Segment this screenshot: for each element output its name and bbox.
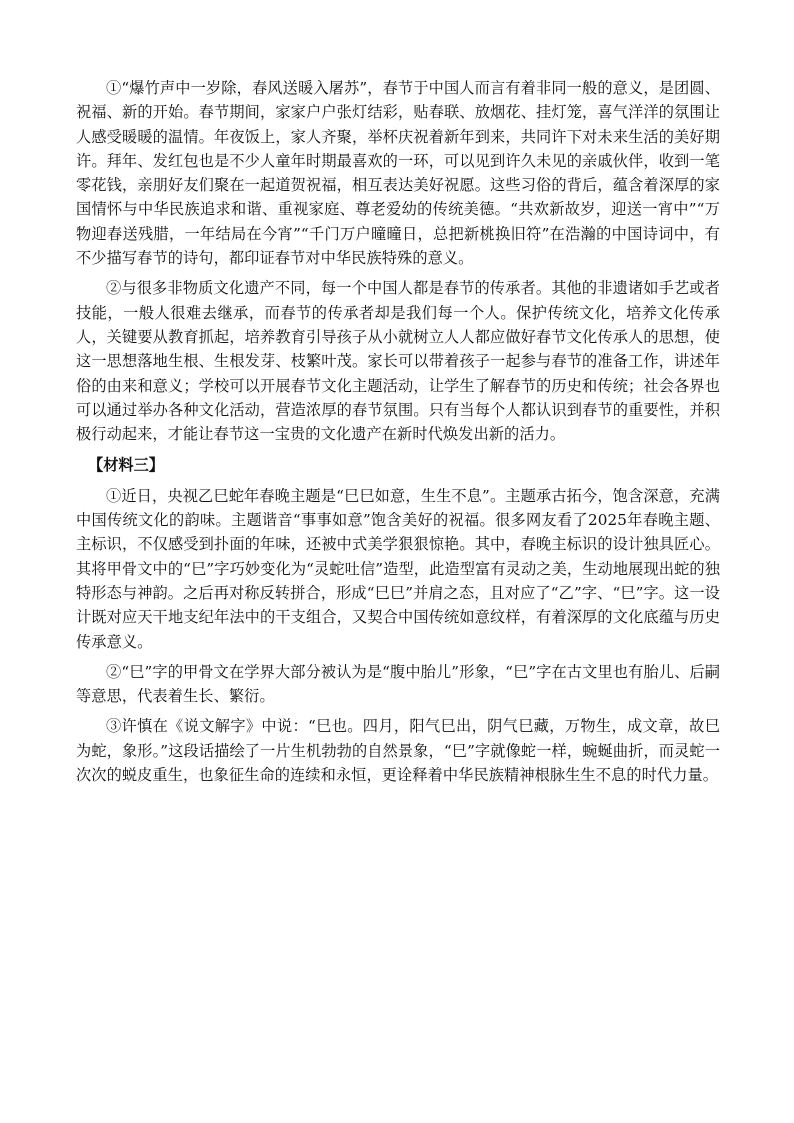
paragraph-1: ①“爆竹声中一岁除，春风送暖入屠苏”，春节于中国人而言有着非同一般的意义，是团圆、祝福、新的开始。春节期间，家家户户张灯结彩，贴春联、放烟花、挂灯笼，喜气洋洋的氛围让人感受暖暖的温情。年夜饭上，家人齐聚，举杯庆祝着新年到来，共同许下对未来生活的美好期许。拜年、发红包也是不少人童年时期最喜欢的一环，可以见到许久未见的亲戚伙伴，收到一笔零花钱，亲朋好友们聚在一起道贺祝福，相互表达美好祝愿。这些习俗的背后，蕴含着深厚的家国情怀与中华民族追求和谐、重视家庭、尊老爱幼的传统美德。“共欢新故岁，迎送一宵中”“万物迎春送残腊，一年结局在今宵”“千门万户曈曈日，总把新桃换旧符”在浩瀚的中国诗词中，有不少描写春节的诗句，都印证春节对中华民族特殊的意义。 — [76, 79, 720, 268]
material-3-paragraph-2: ②“巳”字的甲骨文在学界大部分被认为是“腹中胎儿”形象，“巳”字在古文里也有胎儿、后嗣等意思，代表着生长、繁衍。 — [76, 662, 720, 706]
material-3-paragraph-1: ①近日，央视乙巳蛇年春晚主题是“巳巳如意，生生不息”。主题承古拓今，饱含深意，充满中国传统文化的韵味。主题谐音“事事如意”饱含美好的祝福。很多网友看了2025年春晚主题、主标识，不仅感受到扑面的年味，还被中式美学狠狠惊艳。其中，春晚主标识的设计独具匠心。其将甲骨文中的“巳”字巧妙变化为“灵蛇吐信”造型，此造型富有灵动之美，生动地展现出蛇的独特形态与神韵。之后再对称反转拼合，形成“巳巳”并肩之态，且对应了“乙”字、“巳”字。这一设计既对应天干地支纪年法中的干支组合，又契合中国传统如意纹样，有着深厚的文化底蕴与历史传承意义。 — [76, 486, 720, 651]
paragraph-2: ②与很多非物质文化遗产不同，每一个中国人都是春节的传承者。其他的非遗诸如手艺或者技能，一般人很难去继承，而春节的传承者却是我们每一个人。保护传统文化，培养文化传承人，关键要从教育抓起，培养教育引导孩子从小就树立人人都应做好春节文化传承人的思想，使这一思想落地生根、生根发芽、枝繁叶茂。家长可以带着孩子一起参与春节的准备工作，讲述年俗的由来和意义；学校可以开展春节文化主题活动，让学生了解春节的历史和传统；社会各界也可以通过举办各种文化活动，营造浓厚的春节氛围。只有当每个人都认识到春节的重要性，并积极行动起来，才能让春节这一宝贵的文化遗产在新时代焕发出新的活力。 — [76, 279, 720, 444]
document-page — [76, 76, 720, 787]
section-heading-material-3: 【材料三】 — [88, 456, 164, 475]
material-3-paragraph-3: ③许慎在《说文解字》中说：“巳也。四月，阳气巳出，阴气巳藏，万物生，成文章，故巳为蛇，象形。”这段话描绘了一片生机勃勃的自然景象，“巳”字就像蛇一样，蜿蜒曲折，而灵蛇一次次的蜕皮重生，也象征生命的连续和永恒，更诠释着中华民族精神根脉生生不息的时代力量。 — [76, 717, 720, 785]
